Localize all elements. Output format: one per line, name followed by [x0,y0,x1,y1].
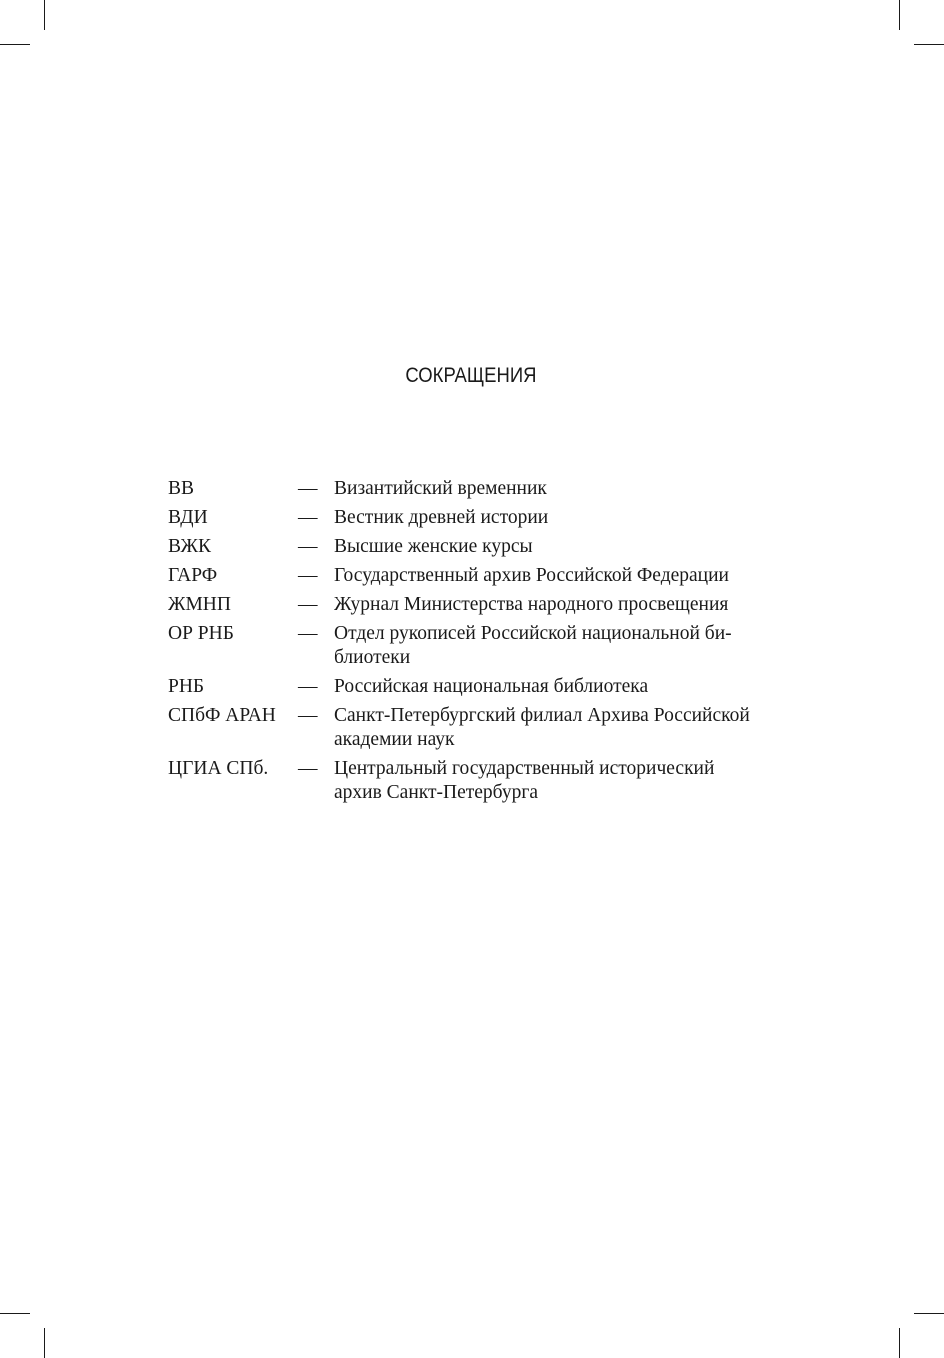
list-item [168,704,808,752]
list-item [168,535,808,559]
dash: — [298,536,318,557]
definition-line-2: блиотеки [334,647,411,668]
definition: Журнал Министерства народного просвещения [334,594,729,615]
crop-mark-top-left-vertical [44,0,45,30]
definition-line-1: Центральный государственный исторический [334,758,715,779]
list-item [168,506,808,530]
crop-mark-top-right-vertical [899,0,900,30]
crop-mark-bottom-left-vertical [44,1328,45,1358]
abbreviation: РНБ [168,676,205,697]
abbreviation-list [168,477,808,810]
dash: — [298,507,318,528]
abbreviation: ОР РНБ [168,623,234,644]
definition-line-2: академии наук [334,729,455,750]
abbreviation: СПбФ АРАН [168,705,276,726]
dash: — [298,758,318,779]
abbreviation: ВВ [168,478,195,499]
definition: Византийский временник [334,478,547,499]
list-item [168,477,808,501]
definition: Государственный архив Российской Федерации [334,565,729,586]
definition [334,757,808,805]
dash: — [298,623,318,644]
crop-mark-bottom-right-horizontal [914,1313,944,1314]
crop-mark-bottom-left-horizontal [0,1313,30,1314]
definition: Российская национальная библиотека [334,676,649,697]
list-item [168,622,808,670]
abbreviation: ВЖК [168,536,211,557]
crop-mark-bottom-right-vertical [899,1328,900,1358]
abbreviation: ЦГИА СПб. [168,758,269,779]
dash: — [298,676,318,697]
definition-line-2: архив Санкт-Петербурга [334,782,538,803]
abbreviation: ЖМНП [168,594,231,615]
dash: — [298,594,318,615]
definition: Вестник древней истории [334,507,549,528]
crop-mark-top-right-horizontal [914,44,944,45]
dash: — [298,565,318,586]
list-item [168,675,808,699]
definition [334,622,808,670]
definition-line-1: Отдел рукописей Российской национальной би- [334,623,732,644]
list-item [168,564,808,588]
definition-line-1: Санкт-Петербургский филиал Архива Российской [334,705,750,726]
abbreviation: ВДИ [168,507,208,528]
crop-mark-top-left-horizontal [0,44,30,45]
dash: — [298,478,318,499]
page-title: СОКРАЩЕНИЯ [405,364,537,387]
definition [334,704,808,752]
list-item [168,593,808,617]
definition: Высшие женские курсы [334,536,533,557]
abbreviation: ГАРФ [168,565,218,586]
list-item [168,757,808,805]
dash: — [298,705,318,726]
